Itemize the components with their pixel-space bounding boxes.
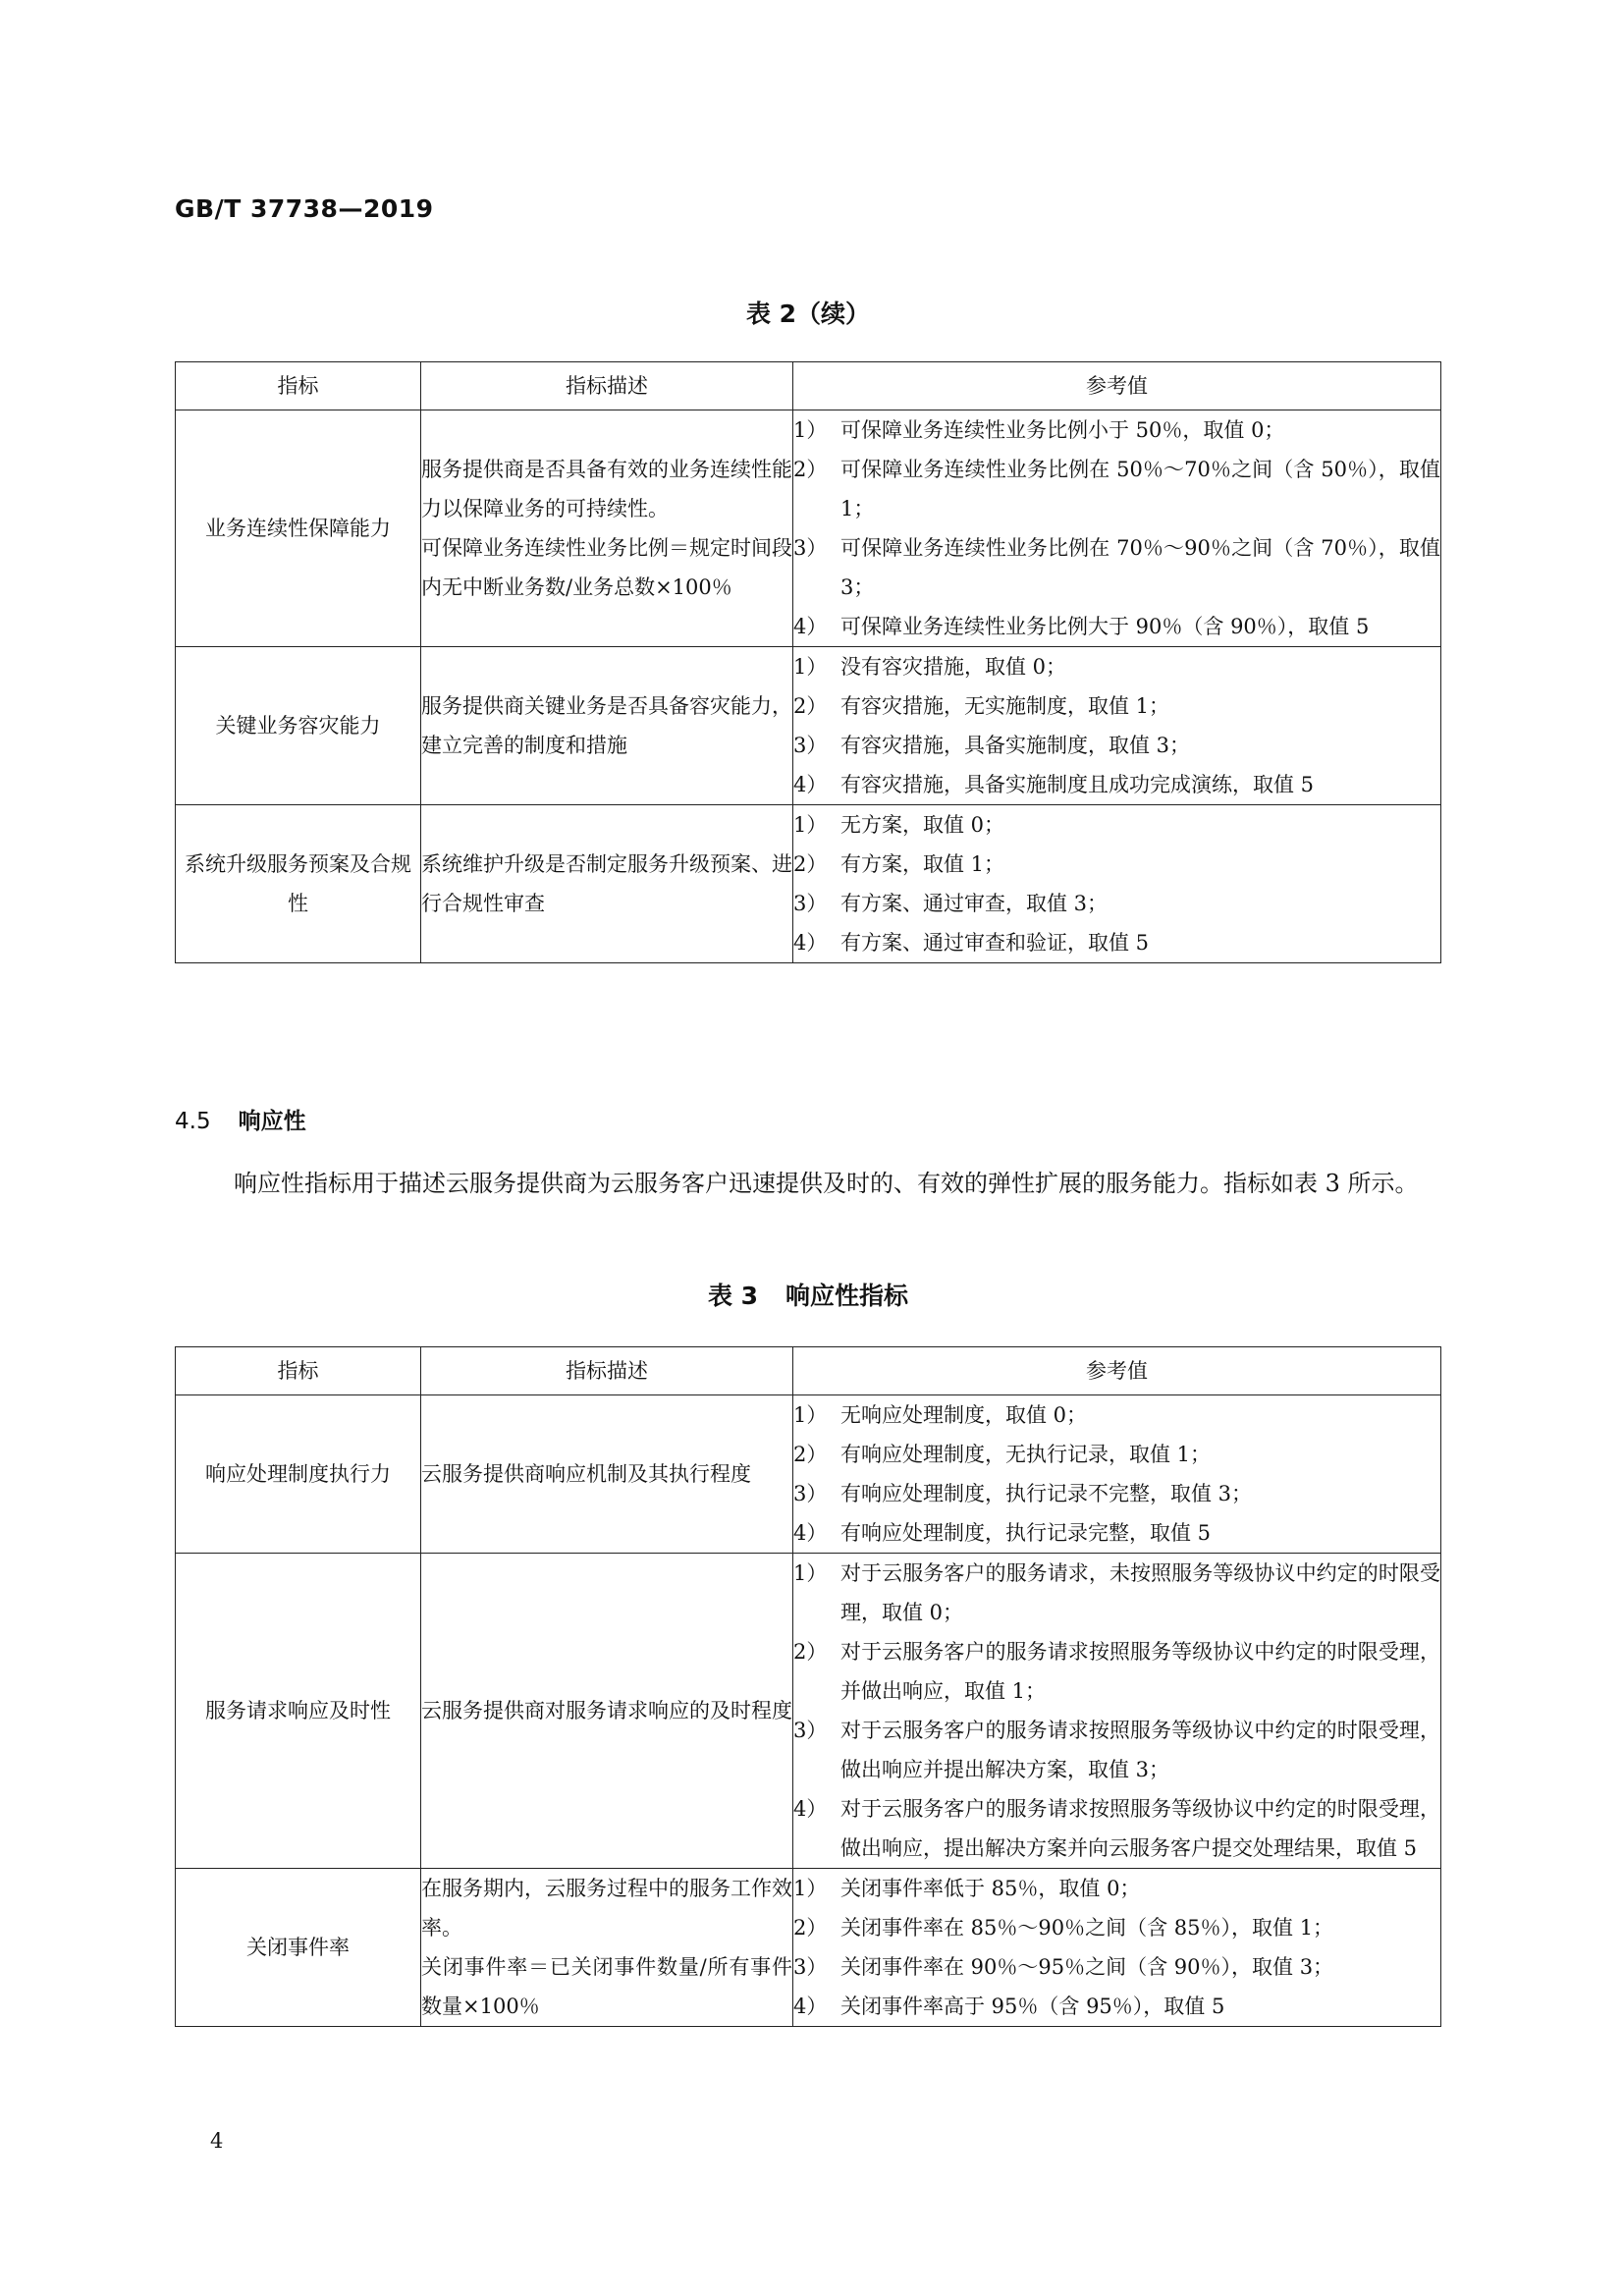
description-cell [421,1395,793,1554]
reference-item [793,410,1440,450]
reference-item-text: 可保障业务连续性业务比例在 50％～70％之间（含 50％），取值 1； [840,458,1440,520]
table-2 [175,361,1441,963]
table-3-caption [175,1277,1441,1312]
description-line: 服务提供商是否具备有效的业务连续性能力以保障业务的可持续性。 [421,458,792,520]
reference-item-number: 2） [793,1640,828,1664]
reference-item [793,1554,1440,1632]
reference-item [793,884,1440,923]
reference-item [793,1513,1440,1553]
standard-code: GB/T 37738—2019 [175,194,434,223]
reference-item-number: 4） [793,1521,828,1545]
reference-item-number: 1） [793,655,828,679]
description-line: 服务提供商关键业务是否具备容灾能力，建立完善的制度和措施 [421,694,792,757]
reference-item [793,1789,1440,1868]
column-header-reference: 参考值 [793,1347,1441,1395]
reference-item [793,845,1440,884]
reference-item-text: 可保障业务连续性业务比例大于 90％（含 90％），取值 5 [840,615,1370,638]
column-header-description: 指标描述 [421,1347,793,1395]
reference-item-text: 关闭事件率高于 95％（含 95％），取值 5 [840,1995,1225,2018]
reference-item-text: 有容灾措施，具备实施制度，取值 3； [840,734,1191,757]
reference-item-number: 2） [793,458,828,481]
reference-item-number: 4） [793,773,828,796]
reference-cell [793,647,1441,805]
table-2-caption: 表 2（续） [745,300,871,328]
reference-item-number: 1） [793,418,828,442]
reference-item [793,450,1440,528]
reference-item-text: 关闭事件率低于 85％，取值 0； [840,1877,1141,1900]
reference-item [793,805,1440,845]
table-header-row [176,362,1441,410]
reference-item [793,686,1440,726]
reference-item-text: 对于云服务客户的服务请求按照服务等级协议中约定的时限受理，做出响应并提出解决方案，取值 3； [840,1719,1440,1781]
indicator-cell: 业务连续性保障能力 [176,410,421,647]
reference-item-text: 可保障业务连续性业务比例小于 50％，取值 0； [840,418,1285,442]
reference-cell [793,410,1441,647]
reference-item [793,1711,1440,1789]
section-title: 响应性 [238,1109,306,1134]
reference-item [793,726,1440,765]
indicator-cell: 服务请求响应及时性 [176,1554,421,1869]
reference-item-number: 2） [793,1916,828,1940]
reference-item-number: 2） [793,852,828,876]
description-line: 系统维护升级是否制定服务升级预案、进行合规性审查 [421,852,792,915]
reference-cell [793,805,1441,963]
reference-item-text: 对于云服务客户的服务请求按照服务等级协议中约定的时限受理，做出响应，提出解决方案并向云服务客户提交处理结果，取值 5 [840,1797,1440,1860]
reference-item-number: 3） [793,1719,828,1742]
reference-item-text: 对于云服务客户的服务请求，未按照服务等级协议中约定的时限受理，取值 0； [840,1561,1440,1624]
description-cell [421,805,793,963]
reference-item [793,765,1440,804]
body-paragraph: 响应性指标用于描述云服务提供商为云服务客户迅速提供及时的、有效的弹性扩展的服务能力。指标如表 3 所示。 [234,1170,1419,1197]
description-line: 云服务提供商响应机制及其执行程度 [421,1462,751,1486]
reference-item-number: 3） [793,1955,828,1979]
reference-item [793,647,1440,686]
reference-item-text: 可保障业务连续性业务比例在 70％～90％之间（含 70％），取值 3； [840,536,1440,599]
column-header-indicator: 指标 [176,1347,421,1395]
description-cell [421,647,793,805]
indicator-cell: 系统升级服务预案及合规性 [176,805,421,963]
reference-item-number: 4） [793,615,828,638]
table-row [176,1869,1441,2027]
reference-item-number: 4） [793,1995,828,2018]
reference-item-number: 1） [793,1561,828,1585]
reference-item-text: 关闭事件率在 90％～95％之间（含 90％），取值 3； [840,1955,1334,1979]
reference-cell [793,1554,1441,1869]
page-number: 4 [210,2129,224,2153]
reference-item [793,1474,1440,1513]
reference-item [793,1395,1440,1435]
reference-item [793,1908,1440,1947]
section-heading [175,1103,306,1135]
column-header-description: 指标描述 [421,362,793,410]
reference-item [793,1632,1440,1711]
reference-item-number: 3） [793,536,828,560]
column-header-indicator: 指标 [176,362,421,410]
reference-item-text: 有响应处理制度，执行记录不完整，取值 3； [840,1482,1253,1505]
table-3-caption-label: 表 3 [707,1282,759,1310]
reference-item-number: 4） [793,1797,828,1821]
reference-item-text: 有方案、通过审查和验证，取值 5 [840,931,1150,955]
indicator-cell: 关键业务容灾能力 [176,647,421,805]
table-header-row [176,1347,1441,1395]
indicator-cell: 响应处理制度执行力 [176,1395,421,1554]
table-row [176,1554,1441,1869]
reference-item [793,1435,1440,1474]
description-line: 可保障业务连续性业务比例＝规定时间段内无中断业务数/业务总数×100％ [421,536,792,599]
table-row [176,410,1441,647]
indicator-cell: 关闭事件率 [176,1869,421,2027]
reference-cell [793,1869,1441,2027]
reference-item [793,1869,1440,1908]
reference-item-text: 没有容灾措施，取值 0； [840,655,1067,679]
table-row [176,805,1441,963]
reference-item-number: 3） [793,734,828,757]
reference-item-text: 有容灾措施，具备实施制度且成功完成演练，取值 5 [840,773,1315,796]
reference-item [793,528,1440,607]
description-line: 关闭事件率＝已关闭事件数量/所有事件数量×100％ [421,1955,792,2018]
reference-item [793,923,1440,962]
description-cell [421,1869,793,2027]
description-line: 云服务提供商对服务请求响应的及时程度 [421,1699,792,1722]
reference-item-text: 关闭事件率在 85％～90％之间（含 85％），取值 1； [840,1916,1334,1940]
reference-item-text: 有容灾措施，无实施制度，取值 1； [840,694,1170,718]
reference-item [793,1947,1440,1987]
table-row [176,1395,1441,1554]
description-line: 在服务期内，云服务过程中的服务工作效率。 [421,1877,792,1940]
table-3 [175,1346,1441,2027]
description-cell [421,410,793,647]
reference-item-text: 无响应处理制度，取值 0； [840,1403,1088,1427]
section-number: 4.5 [175,1109,211,1134]
reference-item-number: 1） [793,1877,828,1900]
reference-item-number: 3） [793,892,828,915]
reference-item-number: 2） [793,694,828,718]
reference-item-text: 有方案，取值 1； [840,852,1005,876]
reference-item-text: 有响应处理制度，无执行记录，取值 1； [840,1443,1212,1466]
reference-item-number: 3） [793,1482,828,1505]
table-row [176,647,1441,805]
table-3-caption-title: 响应性指标 [785,1282,909,1310]
reference-item-number: 1） [793,813,828,837]
reference-item-number: 1） [793,1403,828,1427]
reference-item-text: 无方案，取值 0； [840,813,1005,837]
reference-item-number: 2） [793,1443,828,1466]
reference-item-text: 有响应处理制度，执行记录完整，取值 5 [840,1521,1212,1545]
reference-cell [793,1395,1441,1554]
description-cell [421,1554,793,1869]
reference-item [793,1987,1440,2026]
reference-item-text: 对于云服务客户的服务请求按照服务等级协议中约定的时限受理，并做出响应，取值 1； [840,1640,1440,1703]
reference-item-text: 有方案、通过审查，取值 3； [840,892,1109,915]
column-header-reference: 参考值 [793,362,1441,410]
reference-item [793,607,1440,646]
reference-item-number: 4） [793,931,828,955]
